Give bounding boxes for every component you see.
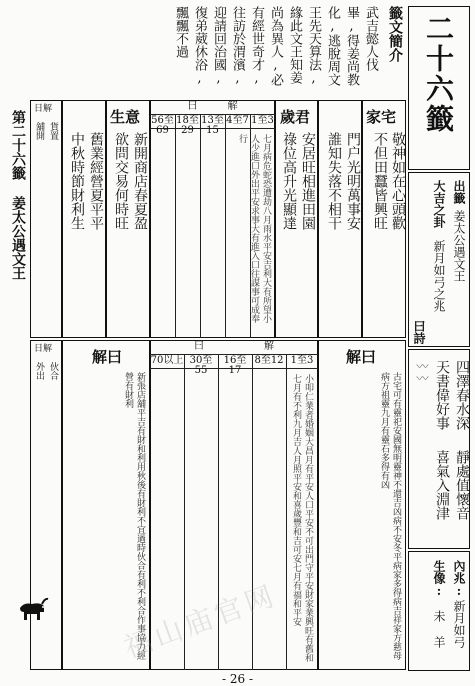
left-bottom-col-1: 伙合 [48,362,58,380]
bottom-header-1: 1至3 [290,355,314,366]
solution-body: 古宅可有靈祀安國無明靈神不還吉凶病不安冬平病家多得病吉祥家方慈母病方祖靈九月有靈石多得有凶 [379,372,401,660]
out-value: 姜太公遇文王 [452,210,466,282]
left-top-title: 日解 [34,104,53,114]
poem-line-4: 喜氣入淵津 [434,450,450,520]
life-line-1: 新開商店春夏盈 [132,132,148,230]
year-line-2: 祿位高升光顯達 [281,132,297,230]
poem-line-3: 靜處值懷音 [454,450,470,520]
top-header-5: 56至69 [151,115,174,136]
bottom-header-4: 30至55 [189,355,213,376]
left-bottom-title: 日解 [34,344,53,354]
zodiac-value: 未 羊 [432,610,446,648]
bottom-header-2: 8至12 [254,355,284,366]
out-label: 出籤 [452,180,466,204]
home-line-4: 誰知失落不相干 [326,132,342,230]
bottom-life-title: 解曰 [92,348,123,366]
bottom-table-body: 小叩仁業者婚姻大昌月有平安人口平安不可出門守平安財家業興旺有舊和七月有不利九月吉人月照平安和喜歲豐和吉可安七月有福和平安 [291,374,313,662]
bottom-header-5: 70以上 [150,355,184,366]
poem-label: 曰詩 [412,320,426,344]
top-table-body: 七月病危蛇恐遭劫八月雨水平安吉利大有所望小人少進口外出平安求事大有進入口往謀事可成奉行 [237,134,271,323]
top-header-2: 4至7 [226,115,249,126]
goat-icon [14,590,50,626]
solution-title: 解曰 [346,348,377,366]
intro-title: 籤文簡介 [387,6,403,62]
omen-label: 內兆: [452,560,466,598]
poem-line-2: 天書偉好事 [434,360,450,430]
top-header-4: 18至29 [176,115,199,136]
left-top-col-1: 貨置 [48,122,58,140]
top-header-1: 1至3 [251,115,274,126]
home-line-2: 不但田蠶皆興旺 [372,132,388,230]
intro-text: 武吉懿人伐畢,得姜尚教化,逃脫周文王先天算法,緣此文王知姜尚為異人,必有經世奇才,往訪於渭濱,迎請回治國,復弟葳休浴,飄飄不過 [173,6,378,86]
bottom-header-3: 16至17 [223,355,247,376]
left-bottom-col-2: 外出 [34,362,44,380]
home-line-1: 敬神如在心頭歡 [390,132,406,230]
life-line-2: 欲問交易何時旺 [113,132,129,230]
year-title: 歲君 [280,108,311,126]
home-title: 家宅 [366,108,397,126]
grade-value: 新月如弓之兆 [432,240,446,312]
top-table-title: 曰 解 [187,101,238,112]
bottom-life-body: 新張店舖平吉有財和利用秋後有財利不宜過時伙合有利不利合作事協力經營有財利 [123,372,145,660]
poem-line-1: 四澤春水深 [454,360,470,430]
page-title: 二十六籤 [422,14,455,134]
omen-value: 新月如弓 [452,600,466,648]
watermark: 福山庙官网 [119,578,282,665]
left-top-col-2: 舖開 [34,122,44,140]
year-line-1: 安居旺相進田園 [300,132,316,230]
page-number: - 26 - [221,672,253,686]
zodiac-label: 生像: [432,560,446,598]
home-line-3: 門户光明萬事安 [345,132,361,230]
top-header-3: 13至15 [201,115,224,136]
life-line-4: 中秋時節財利生 [69,132,85,230]
grade-label: 大吉之卦 [432,180,446,228]
side-title: 第二十六籤 姜太公遇文王 [10,110,26,280]
life-title: 生意 [110,108,141,126]
bottom-table-title: 曰 解 [194,341,274,352]
poem-deco: 〰〰 [415,360,429,384]
life-line-3: 舊業經營夏平平 [88,132,104,230]
